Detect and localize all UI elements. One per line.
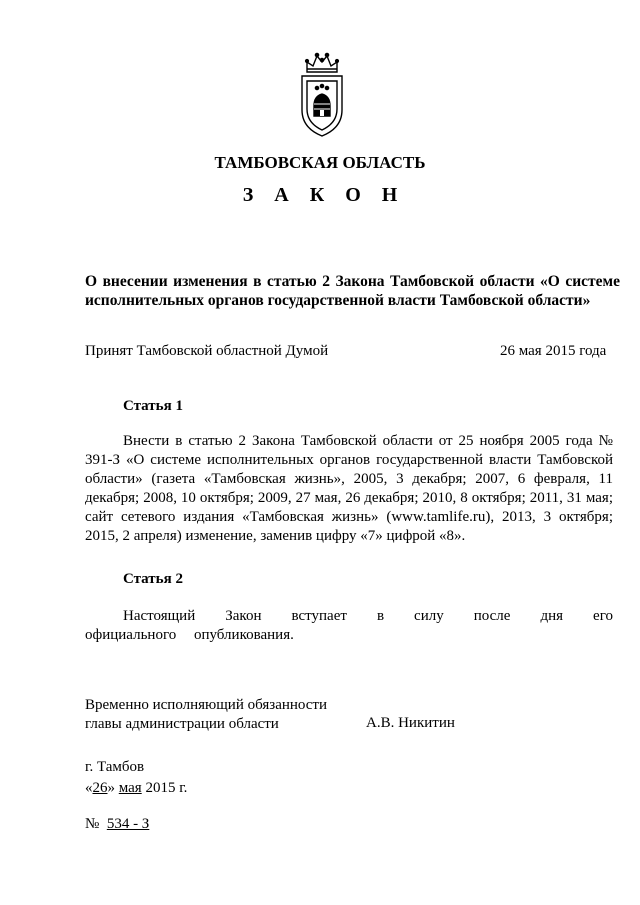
- adoption-statement: Принят Тамбовской областной Думой: [85, 343, 329, 359]
- signatory-position: [85, 696, 327, 734]
- article-2-text: Настоящий Закон вступает в силу после дня его официального опубликования.: [85, 608, 613, 643]
- number-value: 534 - З: [106, 816, 150, 832]
- law-number: [85, 816, 149, 833]
- date-day: 26: [92, 780, 108, 796]
- law-title: [85, 272, 620, 310]
- signing-date: [85, 780, 187, 797]
- date-year: 2015 г.: [145, 780, 188, 796]
- adoption-date: 26 мая 2015 года: [500, 343, 607, 359]
- article-1-heading: Статья 1: [123, 398, 183, 414]
- document-type: З А К О Н: [242, 184, 406, 206]
- signatory-name: А.В. Никитин: [366, 715, 455, 731]
- date-open-quote: «: [85, 780, 93, 796]
- signatory-position-line-2: главы администрации области: [85, 716, 279, 732]
- region-name: ТАМБОВСКАЯ ОБЛАСТЬ: [214, 153, 426, 172]
- article-1-text: Внести в статью 2 Закона Тамбовской области от 25 ноября 2005 года № 391-З «О системе исполнительных органов государственной власти Тамбовской области» (газета «Тамбовская жизнь», 2005, 3 декабря; 2007, 6 февраля, 11 декабря; 2008, 10 октября; 2009, 27 мая, 26 декабря; 2010, 8 октября; 2011, 31 мая; сайт сетевого издания «Тамбовская жизнь» (www.tamlife.ru), 2013, 3 октября; 2015, 2 апреля) изменение, заменив цифру «7» цифрой «8».: [85, 433, 613, 544]
- signatory-position-line-1: Временно исполняющий обязанности: [85, 697, 328, 713]
- date-close-quote: »: [107, 780, 115, 796]
- tambov-coat-of-arms-emblem: [297, 50, 347, 138]
- city: г. Тамбов: [85, 759, 145, 775]
- date-month: мая: [118, 780, 142, 796]
- number-sign: №: [85, 816, 100, 832]
- law-title-line-2: исполнительных органов государственной власти Тамбовской области»: [85, 292, 591, 309]
- law-title-line-1: О внесении изменения в статью 2 Закона Тамбовской области «О системе: [85, 273, 620, 290]
- article-2-heading: Статья 2: [123, 571, 183, 587]
